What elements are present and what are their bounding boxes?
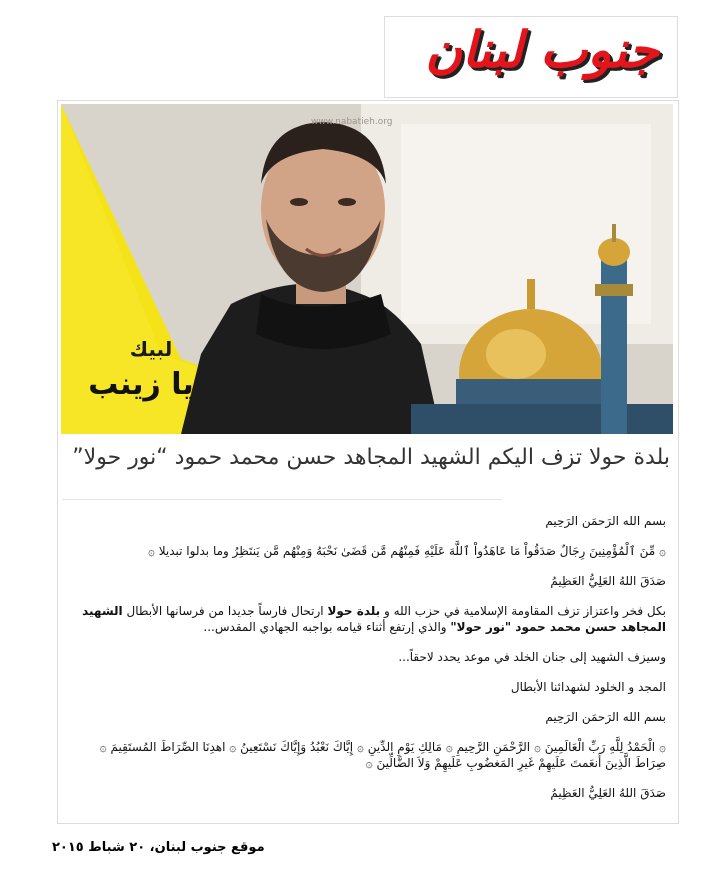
p1-part-a: بكل فخر واعتزاز تزف المقاومة الإسلامية في حزب الله و	[380, 604, 666, 618]
article-card	[57, 100, 679, 824]
quran-verse-1: ۞ مِّنَ ٱلْمُؤْمِنِينَ رِجَالٌ صَدَقُواْ مَا عَاهَدُواْ ٱللَّهَ عَلَيْهِ فَمِنْهُم مَّن قَضَىٰ نَحْبَهُ وَمِنْهُم مَّن يَنتَظِرُ وما بدلوا تبديلا ۞	[147, 544, 666, 558]
article-title: بلدة حولا تزف اليكم الشهيد المجاهد حسن محمد حمود “نور حولا”	[72, 445, 670, 470]
surat-al-fatiha: ۞ الْحَمْدُ لِلَّهِ رَبِّ الْعَالَمِينَ ۞ الرَّحْمَنِ الرَّحِيمِ ۞ مَالِكِ يَوْمِ الدِّينِ ۞ إِيَّاكَ نَعْبُدُ وَإِيَّاكَ نَسْتَعِينُ ۞ اهدِنَا الصِّرَاطَ المُستَقِيمَ ۞ صِرَاطَ الَّذِينَ أَنعَمتَ عَلَيهِمْ غَيرِ المَغضُوبِ عَلَيهِمْ وَلاَ الضَّالِّينَ ۞	[99, 740, 666, 770]
site-logo-box[interactable]	[384, 16, 678, 98]
site-logo[interactable]: جنوب لبنان	[425, 21, 659, 79]
martyr-poster-image	[61, 104, 673, 434]
photo-watermark: www.nabatieh.org	[311, 117, 393, 127]
sadaqa-2: صَدَقَ اللهُ العَلِيُّ العَظِيمُ	[550, 786, 666, 800]
p1-part-b: ارتحال فارساً جديدا من فرسانها الأبطال	[122, 604, 328, 618]
p1-martyr-name: الشهيد المجاهد حسن محمد حمود "نور حولا"	[82, 604, 666, 634]
badge-line1: لبيك	[129, 337, 173, 361]
basmala-2: بسم الله الرَحمَن الرَحِيم	[545, 710, 666, 724]
funeral-note: وسيزف الشهيد إلى جنان الخلد في موعد يحدد لاحقاً...	[398, 650, 666, 664]
poster-graphic	[61, 104, 673, 434]
announcement-paragraph	[66, 603, 666, 635]
p1-town: بلدة حولا	[327, 604, 381, 618]
sadaqa-1: صَدَقَ اللهُ العَلِيُّ العَظِيمُ	[550, 574, 666, 588]
source-date-footer: موقع جنوب لبنان، ٢٠ شباط ٢٠١٥	[52, 840, 265, 855]
badge-line2: يا زينب	[88, 367, 194, 402]
p1-part-c: والذي إرتفع أثناء قيامه بواجبه الجهادي المقدس...	[203, 620, 451, 634]
glory-line: المجد و الخلود لشهدائنا الأبطال	[510, 680, 666, 694]
title-divider	[62, 499, 502, 500]
article-body	[66, 513, 666, 815]
basmala-1: بسم الله الرَحمَن الرَحِيم	[545, 514, 666, 528]
